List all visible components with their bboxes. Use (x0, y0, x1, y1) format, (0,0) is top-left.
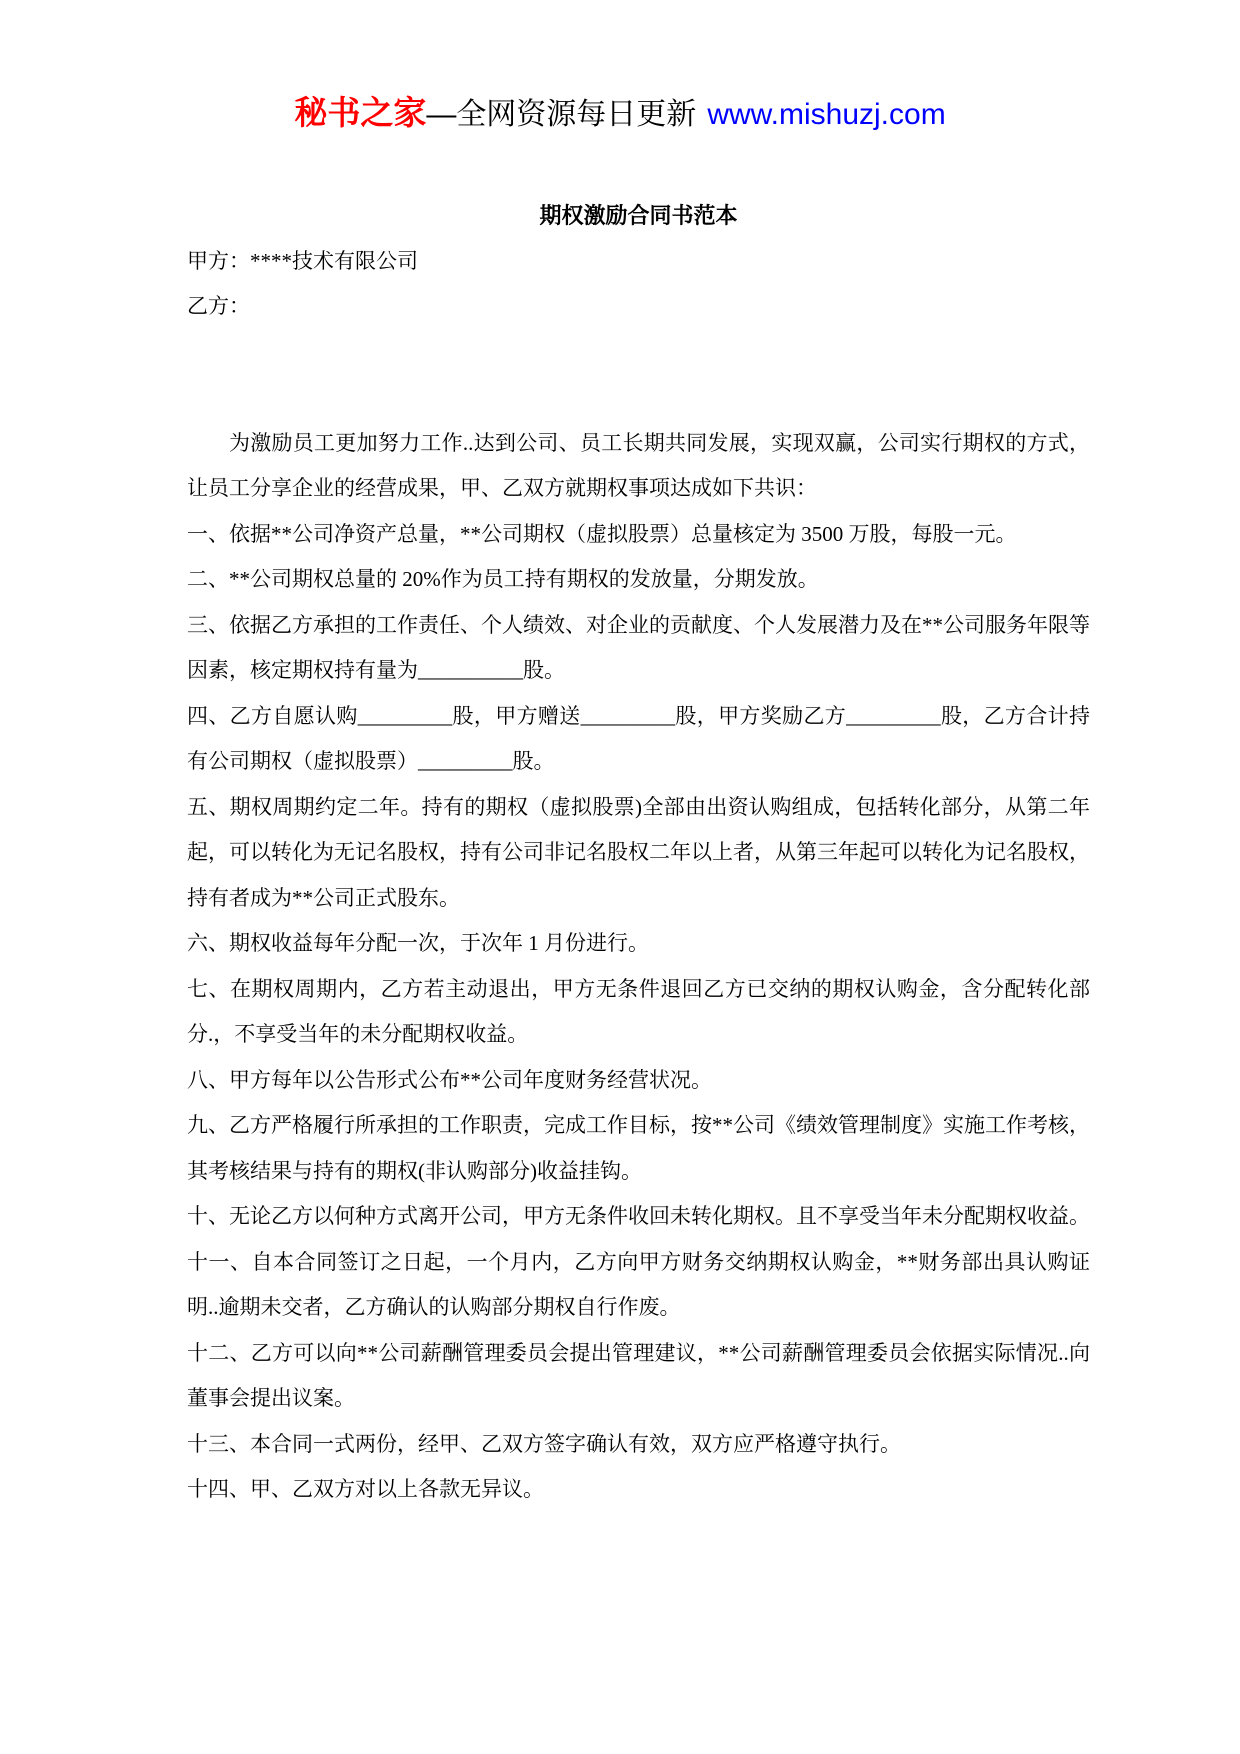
clause-3: 三、依据乙方承担的工作责任、个人绩效、对企业的贡献度、个人发展潜力及在**公司服务年限等因素，核定期权持有量为__________股。 (187, 612, 1090, 682)
clause-9: 九、乙方严格履行所承担的工作职责，完成工作目标，按**公司《绩效管理制度》实施工作考核，其考核结果与持有的期权(非认购部分)收益挂钩。 (187, 1113, 1090, 1183)
blank-space (187, 330, 1090, 421)
clause-13: 十三、本合同一式两份，经甲、乙双方签字确认有效，双方应严格遵守执行。 (187, 1431, 901, 1456)
site-name: 秘书之家 (294, 94, 427, 131)
clause-2: 二、**公司期权总量的 20%作为员工持有期权的发放量，分期发放。 (187, 567, 819, 591)
clause-10: 十、无论乙方以何种方式离开公司，甲方无条件收回未转化期权。且不享受当年未分配期权收益。 (187, 1204, 1090, 1228)
clause-5: 五、期权周期约定二年。持有的期权（虚拟股票)全部由出资认购组成，包括转化部分，从第二年起，可以转化为无记名股权，持有公司非记名股权二年以上者，从第三年起可以转化为记名股权，持有者成为**公司正式股东。 (187, 794, 1090, 910)
clause-12: 十二、乙方可以向**公司薪酬管理委员会提出管理建议，**公司薪酬管理委员会依据实际情况..向董事会提出议案。 (187, 1340, 1090, 1410)
intro-paragraph: 为激励员工更加努力工作..达到公司、员工长期共同发展，实现双赢，公司实行期权的方式，让员工分享企业的经营成果，甲、乙双方就期权事项达成如下共识： (187, 430, 1090, 500)
clause-list (187, 512, 1090, 1513)
site-url-link[interactable]: www.mishuzj.com (707, 98, 946, 131)
clause-6: 六、期权收益每年分配一次，于次年 1 月份进行。 (187, 931, 649, 955)
party-a-line: 甲方：****技术有限公司 (187, 248, 418, 273)
clause-14: 十四、甲、乙双方对以上各款无异议。 (187, 1477, 544, 1501)
site-tagline: —全网资源每日更新 (426, 98, 697, 131)
clause-4: 四、乙方自愿认购_________股，甲方赠送_________股，甲方奖励乙方_________股，乙方合计持有公司期权（虚拟股票）_________股。 (187, 703, 1090, 773)
clause-8: 八、甲方每年以公告形式公布**公司年度财务经营状况。 (187, 1067, 712, 1092)
clause-11: 十一、自本合同签订之日起，一个月内，乙方向甲方财务交纳期权认购金，**财务部出具认购证明..逾期未交者，乙方确认的认购部分期权自行作废。 (187, 1249, 1090, 1319)
clause-1: 一、依据**公司净资产总量，**公司期权（虚拟股票）总量核定为 3500 万股，每股一元。 (187, 521, 1017, 546)
clause-7: 七、在期权周期内，乙方若主动退出，甲方无条件退回乙方已交纳的期权认购金，含分配转化部分.，不享受当年的未分配期权收益。 (187, 976, 1090, 1046)
party-b-line: 乙方： (187, 294, 250, 318)
contract-document (187, 193, 1090, 1513)
site-header (0, 0, 1240, 136)
doc-title: 期权激励合同书范本 (539, 203, 738, 228)
